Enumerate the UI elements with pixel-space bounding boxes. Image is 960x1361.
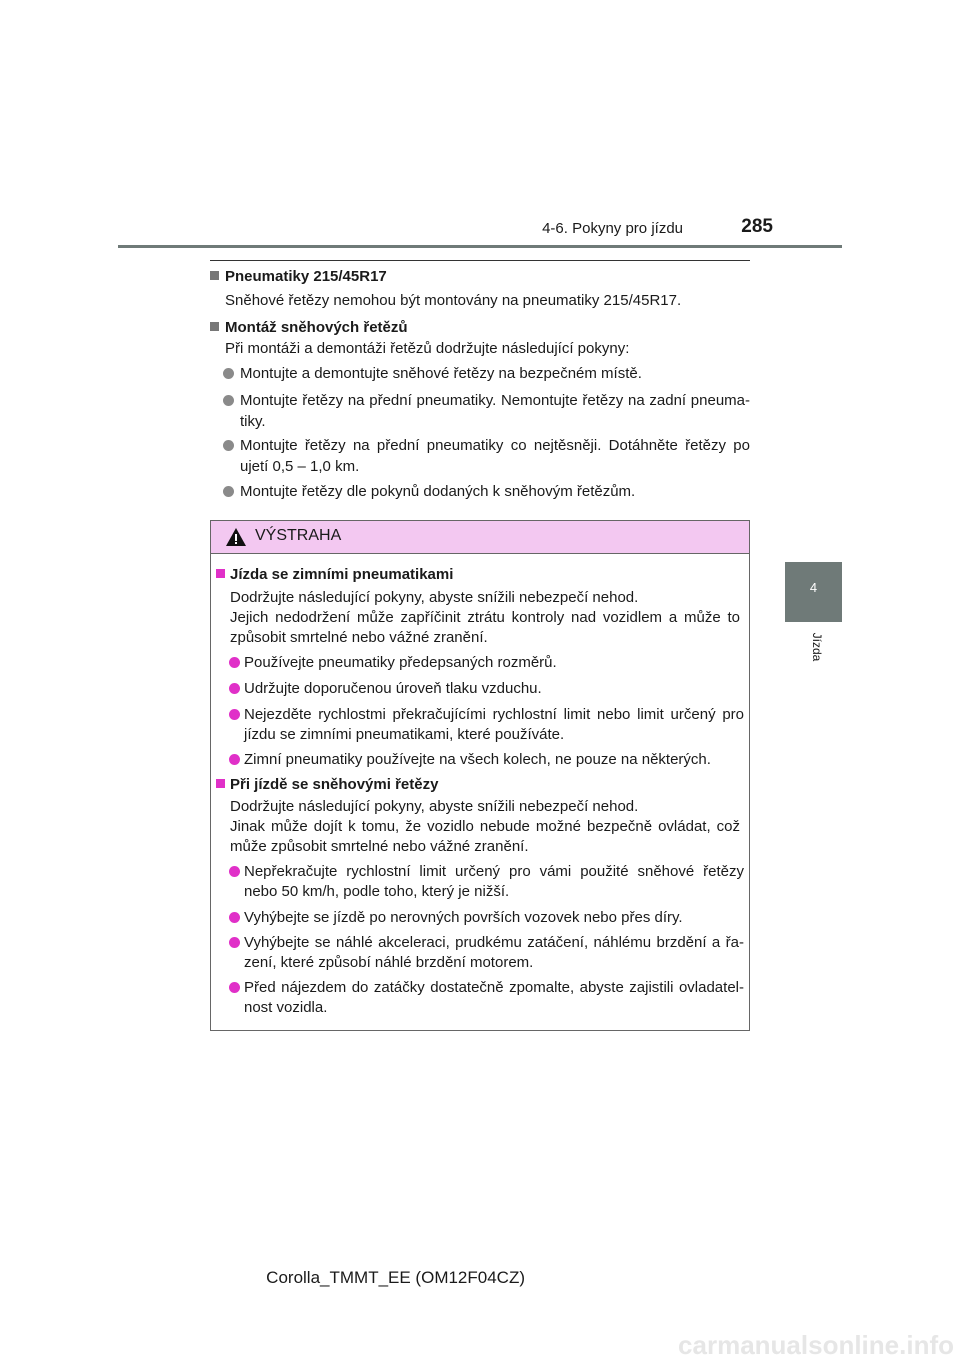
chains-bullet-2-cont: tiky. xyxy=(240,413,266,430)
warning-sec1-p2-cont: způsobit smrtelné nebo vážné zranění. xyxy=(230,629,488,646)
square-bullet-icon xyxy=(216,569,225,578)
warning-box xyxy=(210,520,750,1031)
chains-heading xyxy=(210,317,408,338)
section-title: 4-6. Pokyny pro jízdu xyxy=(542,220,683,237)
warning-sec2-bullet-2: Vyhýbejte se jízdě po nerovných površích vozovek nebo přes díry. xyxy=(244,907,683,928)
warning-header xyxy=(211,521,749,554)
square-bullet-icon xyxy=(210,322,219,331)
warning-sec1-bullet-3: Nejezděte rychlostmi překračujícími rychlostní limit nebo limit určený pro xyxy=(244,704,744,725)
warning-sec1-p1: Dodržujte následující pokyny, abyste snížili nebezpečí nehod. xyxy=(230,589,639,606)
content-rule xyxy=(210,260,750,261)
chains-intro: Při montáži a demontáži řetězů dodržujte následující pokyny: xyxy=(225,340,630,357)
warning-sec1-bullet-1: Používejte pneumatiky předepsaných rozměrů. xyxy=(244,652,557,673)
chapter-label: Jízda xyxy=(810,632,824,662)
warning-sec2-p1: Dodržujte následující pokyny, abyste snížili nebezpečí nehod. xyxy=(230,798,639,815)
warning-sec2-p2-cont: může způsobit smrtelné nebo vážné zranění. xyxy=(230,838,529,855)
round-bullet-icon xyxy=(229,657,240,668)
watermark: carmanualsonline.info xyxy=(678,1330,954,1360)
warning-sec2-bullet-3-cont: zení, které způsobí náhlé brzdění motorem. xyxy=(244,954,534,971)
warning-triangle-icon xyxy=(225,527,247,547)
chains-heading-text: Montáž sněhových řetězů xyxy=(225,319,408,336)
warning-sec1-bullet-4: Zimní pneumatiky používejte na všech kolech, ne pouze na některých. xyxy=(244,749,711,770)
round-bullet-icon xyxy=(229,982,240,993)
round-bullet-icon xyxy=(229,683,240,694)
warning-sec1-heading: Jízda se zimními pneumatikami xyxy=(216,564,453,585)
warning-sec2-bullet-4-cont: nost vozidla. xyxy=(244,999,328,1016)
square-bullet-icon xyxy=(210,271,219,280)
round-bullet-icon xyxy=(223,395,234,406)
chains-bullet-4: Montujte řetězy dle pokynů dodaných k sněhovým řetězům. xyxy=(240,481,635,502)
chains-bullet-3-cont: ujetí 0,5 – 1,0 km. xyxy=(240,458,360,475)
chapter-number: 4 xyxy=(809,580,818,595)
tires-heading-text: Pneumatiky 215/45R17 xyxy=(225,268,387,285)
warning-sec2-bullet-4: Před nájezdem do zatáčky dostatečně zpomalte, abyste zajistili ovladatel- xyxy=(244,977,744,998)
warning-sec2-bullet-1: Nepřekračujte rychlostní limit určený pro vámi použité sněhové řetězy xyxy=(244,861,744,882)
round-bullet-icon xyxy=(229,866,240,877)
square-bullet-icon xyxy=(216,779,225,788)
chains-bullet-2: Montujte řetězy na přední pneumatiky. Nemontujte řetězy na zadní pneuma- xyxy=(240,390,750,411)
warning-sec2-bullet-3: Vyhýbejte se náhlé akceleraci, prudkému zatáčení, náhlému brzdění a řa- xyxy=(244,932,744,953)
chains-bullet-3: Montujte řetězy na přední pneumatiky co nejtěsněji. Dotáhněte řetězy po xyxy=(240,435,750,456)
warning-sec1-p2: Jejich nedodržení může zapříčinit ztrátu kontroly nad vozidlem a může to xyxy=(230,609,740,626)
header-rule xyxy=(118,245,842,248)
warning-sec2-p2: Jinak může dojít k tomu, že vozidlo nebude možné bezpečně ovládat, což xyxy=(230,818,740,835)
document-footer: Corolla_TMMT_EE (OM12F04CZ) xyxy=(266,1268,525,1287)
round-bullet-icon xyxy=(229,709,240,720)
round-bullet-icon xyxy=(229,754,240,765)
tires-text: Sněhové řetězy nemohou být montovány na pneumatiky 215/45R17. xyxy=(225,292,682,309)
page-number: 285 xyxy=(741,216,773,237)
round-bullet-icon xyxy=(223,368,234,379)
warning-sec1-bullet-2: Udržujte doporučenou úroveň tlaku vzduchu. xyxy=(244,678,542,699)
round-bullet-icon xyxy=(223,486,234,497)
tires-heading xyxy=(210,266,387,287)
warning-sec2-bullet-1-cont: nebo 50 km/h, podle toho, který je nižší. xyxy=(244,883,510,900)
round-bullet-icon xyxy=(229,937,240,948)
chains-bullet-1: Montujte a demontujte sněhové řetězy na bezpečném místě. xyxy=(240,363,642,384)
round-bullet-icon xyxy=(223,440,234,451)
warning-title: VÝSTRAHA xyxy=(255,527,342,544)
warning-sec1-bullet-3-cont: jízdu se zimními pneumatikami, které používáte. xyxy=(244,726,565,743)
round-bullet-icon xyxy=(229,912,240,923)
warning-sec2-heading: Při jízdě se sněhovými řetězy xyxy=(216,774,438,795)
